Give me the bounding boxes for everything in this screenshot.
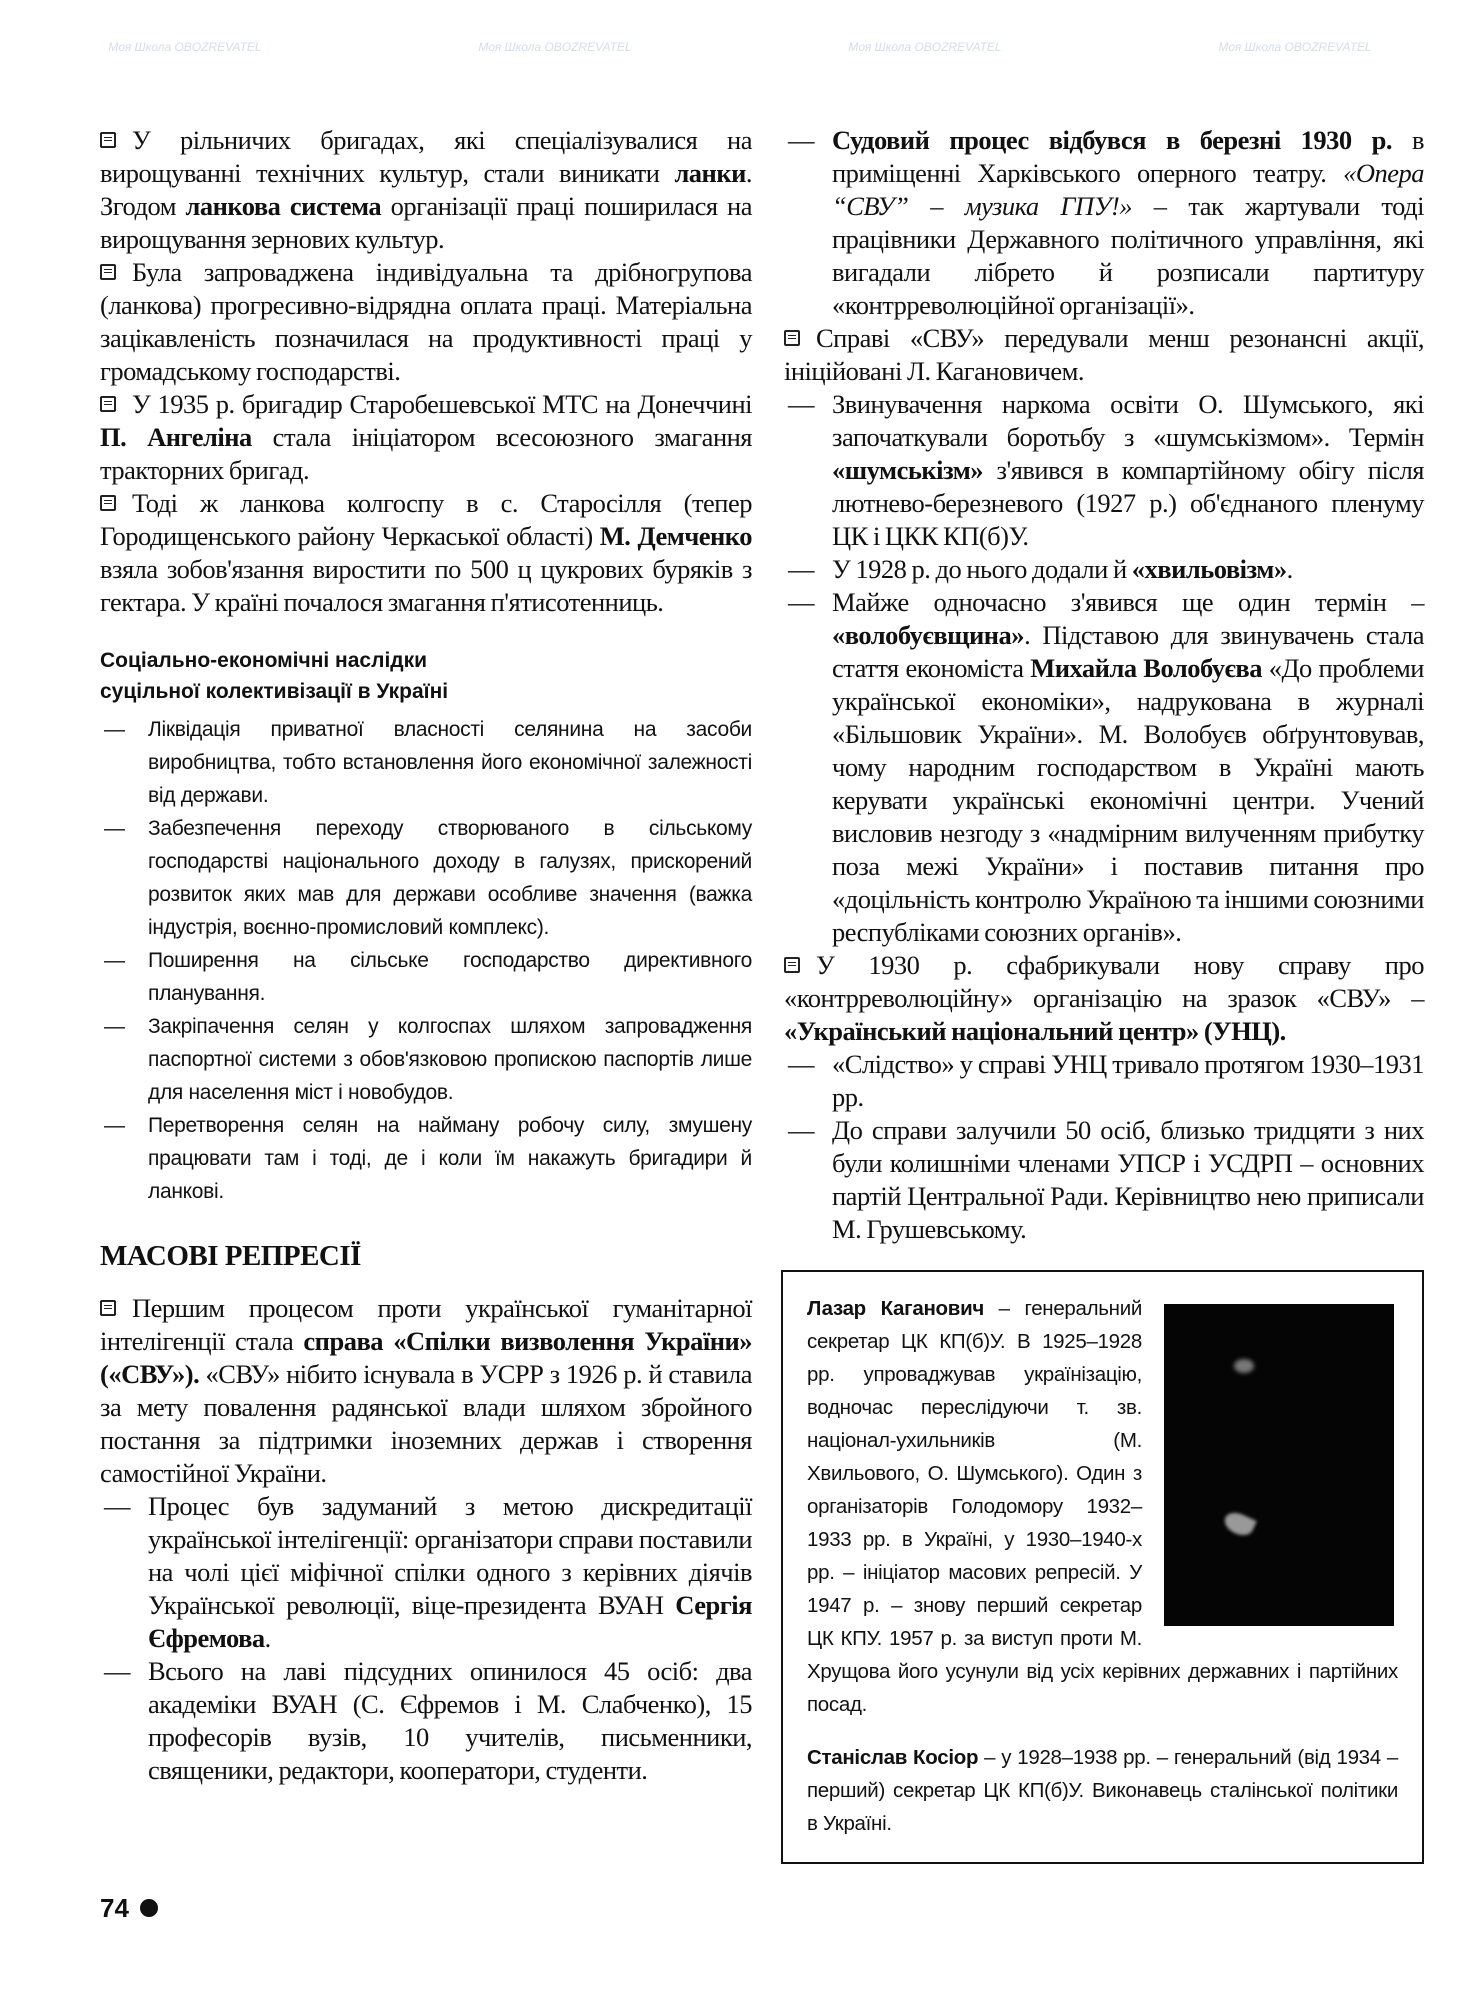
text-run: До справи залучили 50 осіб, близько тридцяти з них були колишніми членами УПСР і УСДРП – основних партій Центральної Ради. Керівництво нею приписали М. Грушевському.: [832, 1115, 1424, 1244]
dash-marker-icon: —: [788, 554, 814, 584]
text-run: «Український національний центр» (УНЦ).: [784, 1016, 1286, 1046]
bio-text: – генеральний секретар ЦК КП(б)У. В 1925–1928 рр. упроваджував українізацію, водночас переслідуючи т. зв. націонал-ухильників (М. Хвильового, О. Шумського). Один з організаторів Голодомору 1932–1933 рр. в Україні, у 1930–1940-х рр. – ініціатор масових репресій. У 1947 р. – знову перший секретар ЦК КПУ. 1957 р. за виступ проти М. Хрущова його усунули від усіх керівних державних і партійних посад.: [807, 1297, 1398, 1716]
consequences-block: [100, 645, 752, 1208]
left-top-paragraphs: [100, 124, 752, 619]
text-run: – так жартували тоді працівники Державного політичного управління, які вигадали лібрето й розписали партитуру «контрреволюційної організації».: [832, 191, 1424, 320]
right-paragraphs: [784, 124, 1424, 1246]
page-dot-icon: [140, 1899, 158, 1917]
text-run: . Згодом: [100, 158, 752, 221]
note-paragraph: [100, 1292, 752, 1490]
right-column: [784, 124, 1424, 1864]
text-run: «Опера “СВУ” – музика ГПУ!»: [832, 158, 1424, 221]
text-run: Ліквідація приватної власності селянина на засоби виробництва, тобто встановлення його економічної залежності від держави.: [148, 718, 752, 807]
heading-line: суцільної колективізації в Україні: [100, 680, 449, 703]
note-marker-icon: [100, 495, 116, 511]
dash-list-item: [100, 1655, 752, 1787]
text-run: У 1928 р. до нього додали й: [832, 554, 1132, 584]
dash-list-item: [100, 713, 752, 812]
note-marker-icon: [100, 132, 116, 148]
text-run: «хвильовізм»: [1131, 554, 1287, 584]
heading-line: Соціально-економічні наслідки: [100, 649, 428, 672]
note-paragraph: [784, 949, 1424, 1048]
note-marker-icon: [100, 396, 116, 412]
text-run: М. Демченко: [599, 521, 752, 551]
text-run: справа «Спілки визволення України» («СВУ»).: [100, 1326, 752, 1389]
biography-box: [781, 1270, 1424, 1864]
note-paragraph: [100, 388, 752, 487]
text-run: Судовий процес відбувся в березні 1930 р.: [832, 125, 1393, 155]
dash-list-item: [784, 586, 1424, 949]
watermark-row: [0, 40, 1480, 54]
dash-marker-icon: —: [788, 125, 814, 155]
text-run: Була запроваджена індивідуальна та дрібногрупова (ланкова) прогресивно-відрядна оплата праці. Матеріальна зацікавленість позначилася на продуктивності праці у громадському господарстві.: [100, 257, 752, 386]
repressions-paragraphs: [100, 1292, 752, 1787]
kosior-bio: [807, 1741, 1398, 1840]
text-run: взяла зобов'язання виростити по 500 ц цукрових буряків з гектара. У країні почалося змагання п'ятисотенниць.: [100, 554, 752, 617]
text-run: Перетворення селян на найману робочу силу, змушену працювати там і тоді, де і коли їм накажуть бригадири й ланкові.: [148, 1114, 752, 1203]
note-marker-icon: [100, 1300, 116, 1316]
text-run: У 1930 р. сфабрикували нову справу про «контрреволюційну» організацію на зразок «СВУ» –: [784, 950, 1424, 1013]
page-number: 74: [100, 1893, 129, 1923]
dash-list-item: [784, 388, 1424, 553]
text-run: «волобуєвщина»: [832, 620, 1025, 650]
text-run: в приміщенні Харківського оперного театру.: [832, 125, 1424, 188]
dash-marker-icon: —: [104, 949, 125, 972]
bio-text: – у 1928–1938 рр. – генеральний (від 1934 – перший) секретар ЦК КП(б)У. Виконавець сталінської політики в Україні.: [807, 1746, 1398, 1835]
text-run: з'явився в компартійному обігу після лютнево-березневого (1927 р.) об'єднаного пленуму ЦК і ЦКК КП(б)У.: [832, 455, 1424, 551]
dash-list-item: [784, 1114, 1424, 1246]
text-run: Поширення на сільське господарство директивного планування.: [148, 949, 752, 1005]
left-column: [100, 124, 752, 1932]
text-run: Тоді ж ланкова колгоспу в с. Старосілля (тепер Городищенського району Черкаської області): [100, 488, 752, 551]
watermark-text: Моя Школа OBOZREVATEL: [1218, 40, 1372, 54]
text-run: Майже одночасно з'явився ще один термін –: [832, 587, 1424, 617]
text-run: стала ініціатором всесоюзного змагання тракторних бригад.: [100, 422, 752, 485]
bio-name: Станіслав Косіор: [807, 1746, 979, 1769]
note-marker-icon: [784, 957, 800, 973]
text-run: Михайла Волобуєва: [1030, 653, 1262, 683]
dash-marker-icon: —: [104, 817, 125, 840]
text-run: Справі «СВУ» передували менш резонансні акції, ініційовані Л. Кагановичем.: [784, 323, 1424, 386]
note-marker-icon: [784, 330, 800, 346]
text-run: . Підставою для звинувачень стала стаття економіста: [832, 620, 1424, 683]
left-content: [100, 124, 752, 1884]
text-run: У рільничих бригадах, які спеціалізувалися на вирощуванні технічних культур, стали виникати: [100, 125, 752, 188]
text-run: «СВУ» нібито існувала в УСРР з 1926 р. й ставила за мету повалення радянської влади шляхом збройного постання за підтримки іноземних держав і створення самостійної України.: [100, 1359, 752, 1488]
dash-list-item: [100, 812, 752, 944]
text-run: Закріпачення селян у колгоспах шляхом запровадження паспортної системи з обов'язковою пропискою паспортів лише для населення міст і новобудов.: [148, 1015, 752, 1104]
dash-marker-icon: —: [104, 1015, 125, 1038]
text-run: Процес був задуманий з метою дискредитації української інтелігенції: організатори справи поставили на чолі цієї міфічної спілки одного з керівних діячів Української революції, віце-президента ВУАН: [148, 1491, 752, 1620]
text-run: «шумськізм»: [832, 455, 984, 485]
dash-marker-icon: —: [104, 1491, 130, 1521]
note-paragraph: [784, 322, 1424, 388]
text-run: .: [264, 1623, 271, 1653]
section-title: МАСОВІ РЕПРЕСІЇ: [100, 1240, 361, 1272]
text-run: «До проблеми української економіки», надрукована в журналі «Більшовик України». М. Волобуєв обґрунтовував, чому народним господарством в Україні мають керувати українські економічні центри. Учений висловив незгоду з «надмірним вилученням прибутку поза межі України» і поставив питання про «доцільність контролю Україною та іншими союзними республіками союзних органів».: [832, 653, 1424, 947]
watermark-text: Моя Школа OBOZREVATEL: [848, 40, 1002, 54]
dash-marker-icon: —: [788, 587, 814, 617]
text-run: Забезпечення переходу створюваного в сільському господарстві національного доходу в галузях, прискорений розвиток яких мав для держави особливе значення (важка індустрія, воєнно-промисловий комплекс).: [148, 817, 752, 939]
text-run: П. Ангеліна: [100, 422, 252, 452]
note-paragraph: [100, 487, 752, 619]
text-run: Всього на лаві підсудних опинилося 45 осіб: два академіки ВУАН (С. Єфремов і М. Слабченко), 15 професорів вузів, 10 учителів, письменники, священики, редактори, кооператори, студенти.: [148, 1656, 752, 1785]
bio-name: Лазар Каганович: [807, 1297, 984, 1320]
portrait-photo: [1164, 1304, 1394, 1626]
watermark-text: Моя Школа OBOZREVATEL: [478, 40, 632, 54]
dash-list-item: [784, 1048, 1424, 1114]
dash-list-item: [100, 1010, 752, 1109]
dash-list-item: [784, 124, 1424, 322]
dash-marker-icon: —: [788, 1115, 814, 1145]
consequences-list: [100, 713, 752, 1208]
note-paragraph: [100, 256, 752, 388]
consequences-heading: [100, 645, 752, 707]
text-run: Звинувачення наркома освіти О. Шумського, які започаткували боротьбу з «шумськізмом». Термін: [832, 389, 1424, 452]
note-paragraph: [100, 124, 752, 256]
dash-list-item: [100, 1109, 752, 1208]
page-footer: [100, 1892, 752, 1932]
dash-marker-icon: —: [104, 718, 125, 741]
text-run: організації праці поширилася на вирощування зернових культур.: [100, 191, 752, 254]
text-run: ланки: [674, 158, 746, 188]
dash-marker-icon: —: [788, 389, 814, 419]
watermark-text: Моя Школа OBOZREVATEL: [108, 40, 262, 54]
note-marker-icon: [100, 264, 116, 280]
repressions-section: [100, 1238, 752, 1787]
text-run: ланкова система: [185, 191, 382, 221]
text-run: Першим процесом проти української гуманітарної інтелігенції стала: [100, 1293, 752, 1356]
text-run: .: [1286, 554, 1293, 584]
dash-marker-icon: —: [104, 1656, 130, 1686]
dash-list-item: [784, 553, 1424, 586]
dash-list-item: [100, 1490, 752, 1655]
dash-marker-icon: —: [788, 1049, 814, 1079]
text-run: У 1935 р. бригадир Старобешевської МТС на Донеччині: [132, 389, 752, 419]
dash-marker-icon: —: [104, 1114, 125, 1137]
text-run: Сергія Єфремова: [148, 1590, 752, 1653]
dash-list-item: [100, 944, 752, 1010]
text-run: «Слідство» у справі УНЦ тривало протягом 1930–1931 рр.: [832, 1049, 1424, 1112]
